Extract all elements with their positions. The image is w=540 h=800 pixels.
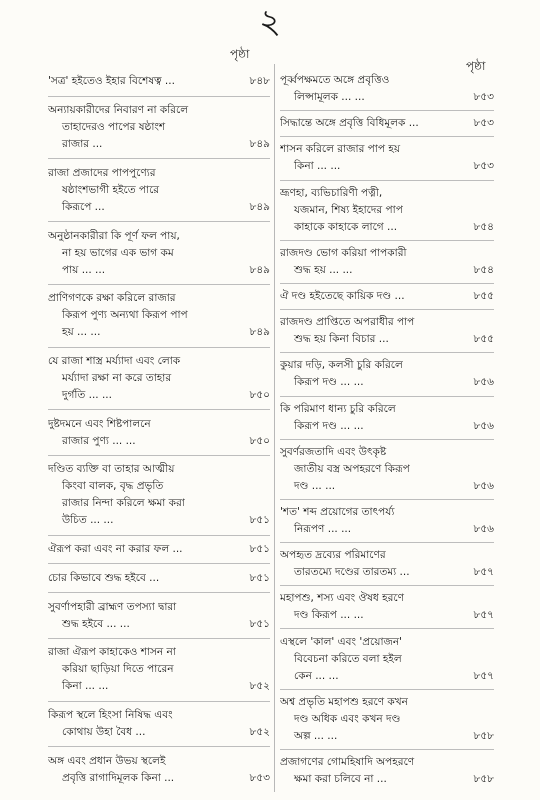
entry-text: নিরূপণ ... ... [294,522,352,535]
index-entry [280,111,494,137]
index-entry [280,397,494,440]
left-column-header: পৃষ্ঠা [230,47,250,61]
entry-text-line [48,512,270,529]
entry-text-line: 'শত' শব্দ প্রয়োগের তাৎপর্য্য [280,505,395,518]
entry-page-number: ৮৫২ [249,680,270,693]
entry-text-line: প্রজাগণের গোমহিষাদি অপহরণে [280,755,415,768]
entry-text-line: কিরূপ স্থলে হিংসা নিষিদ্ধ এবং [48,708,173,721]
entry-page-number: ৮৫১ [249,543,270,556]
entry-text-line [280,374,494,391]
entry-text-line [280,158,494,175]
entry-page-number: ৮৫২ [249,725,270,738]
entry-text: সিদ্ধান্তে অঙ্গে প্রবৃত্তি বিধিমূলক ... [280,117,419,130]
entry-text-line: বিবেচনা করিতে বলা হইল [294,652,402,665]
entry-page-number: ৮৫৬ [473,479,494,492]
entry-text-line: দুষ্টদমনে এবং শিষ্টপালনে [48,417,151,430]
entry-text-line: রাজদণ্ড প্রাপ্তিতে অপরাধীর পাপ [280,316,415,329]
entry-text: 'সত্র' হইতেও ইহার বিশেষত্ব ... [48,75,175,88]
index-entry [48,593,270,639]
entry-text: পায় ... ... [62,263,106,276]
entry-text: ঐরূপ করা এবং না করার ফল ... [48,543,183,556]
entry-page-number: ৮৫৬ [473,522,494,535]
entry-text-line [280,478,494,495]
entry-page-number: ৮৫৭ [473,566,494,579]
entry-text-line [48,678,270,695]
entry-page-number: ৮৫৪ [473,263,494,276]
entry-text: চোর কিভাবে শুদ্ধ হইবে ... [48,571,160,584]
entry-text: দুর্গতি ... ... [62,388,112,401]
entry-text: শুদ্ধ হয় ... ... [294,263,353,276]
entry-text-line: অঙ্গ এবং প্রধান উভয় স্থলেই [48,754,166,767]
entry-text-line: দণ্ড অধিক এবং কখন দণ্ড [294,712,401,725]
entry-text-line: ভ্রূণহা, ব্যভিচারিণী পত্নী, [280,186,383,199]
index-entry [48,702,270,748]
entry-text: উচিত ... ... [62,514,114,527]
entry-text-line [48,262,270,279]
right-column-header: পৃষ্ঠা [466,59,486,73]
index-entry [48,222,270,285]
entry-text-line [48,433,270,450]
index-entry [48,159,270,222]
entry-text-line: রাজা প্রজাদের পাপপুণ্যের [48,166,156,179]
entry-text: তারতম্যে দণ্ডের তারতম্য ... [294,566,410,579]
entry-page-number: ৮৫৬ [473,419,494,432]
entry-text-line [280,728,494,745]
entry-text-line: যে রাজা শাস্ত্র মর্য্যাদা এবং লোক [48,354,181,367]
entry-text-line: তাহাদেরও পাপের ষষ্ঠাংশ [62,121,166,134]
index-entry [280,353,494,396]
entry-text-line [280,288,494,305]
index-entry [280,181,494,241]
entry-text: কাহাকে কাহাকে লাগে ... [294,220,398,233]
entry-text-line [48,387,270,404]
entry-text: লিপ্সামূলক ... ... [294,91,365,104]
index-entry [280,690,494,750]
index-entry [280,310,494,353]
entry-text-line: এস্থলে 'কাল' এবং 'প্রয়োজন' [280,635,403,648]
index-entry [280,543,494,586]
index-entry [280,500,494,543]
entry-text-line [280,564,494,581]
entry-text-line [48,541,270,558]
entry-page-number: ৮৫৮ [473,772,494,785]
entry-text-line: কিংবা বালক, বৃদ্ধ প্রভৃতি [62,480,164,493]
entry-text-line [280,771,494,788]
index-entry [280,750,494,792]
entry-page-number: ৮৫৫ [473,333,494,346]
index-entry [48,456,270,536]
entry-text-line [280,668,494,685]
entry-text: কিরূপ দণ্ড ... ... [294,419,364,432]
index-entry [48,410,270,456]
index-entry [280,137,494,180]
entry-text-line: জাতীয় বস্ত্র অপহরণে কিরূপ [294,462,410,475]
entry-page-number: ৮৫৩ [473,160,494,173]
entry-text-line [280,115,494,132]
entry-page-number: ৮৫৩ [249,771,270,784]
entry-text-line: করিয়া ছাড়িয়া দিতে পারেন [62,663,174,676]
entry-text-line [280,521,494,538]
index-entry [280,68,494,111]
right-index-column [280,68,494,792]
entry-text-line: অন্যায়কারীদের নিবারণ না করিলে [48,104,189,117]
index-entry [280,284,494,310]
entry-page-number: ৮৪৯ [249,263,270,276]
index-entry [280,586,494,629]
entry-text-line: মহাপশু, শস্য এবং ঔষধ হরণে [280,592,404,605]
index-entry [48,564,270,593]
entry-text-line: অপহৃত দ্রব্যের পরিমাণের [280,549,386,562]
entry-text-line: অনুষ্ঠানকারীরা কি পূর্ণ ফল পায়, [48,229,180,242]
entry-text: প্রবৃত্তি রাগাদিমূলক কিনা ... [62,771,175,784]
entry-page-number: ৮৫১ [249,571,270,584]
index-entry [48,536,270,565]
entry-page-number: ৮৫১ [249,514,270,527]
index-entry [48,639,270,702]
entry-text-line [280,331,494,348]
entry-text-line [48,616,270,633]
entry-text: শুদ্ধ হইবে ... ... [62,617,130,630]
entry-text-line: না হয় ভাগের এক ভাগ কম [62,246,174,259]
entry-text: হয় ... ... [62,326,101,339]
index-entry [48,747,270,792]
index-entry [280,440,494,500]
index-entry [48,348,270,411]
entry-text-line: সুবর্ণরজতাদি এবং উৎকৃষ্ট [280,445,387,458]
entry-text: শুদ্ধ হয় কিনা বিচার ... [294,333,389,346]
entry-text-line: মর্য্যাদা রক্ষা না করে তাহার [62,371,172,384]
entry-text: কিরূপে ... [62,200,105,213]
entry-text: দণ্ড ... ... [294,479,336,492]
entry-text: অল্প ... ... [294,729,338,742]
entry-text-line: রাজা ঐরূপ কাহাকেও শাসন না [48,646,176,659]
entry-page-number: ৮৪৯ [249,326,270,339]
entry-page-number: ৮৫৭ [473,609,494,622]
entry-text: দণ্ড কিরূপ ... ... [294,609,364,622]
entry-text: কিনা ... ... [294,160,341,173]
entry-text-line: রাজার নিন্দা করিলে ক্ষমা করা [62,497,185,510]
entry-page-number: ৮৫০ [249,434,270,447]
entry-text: কিনা ... ... [62,680,109,693]
index-entry [48,68,270,97]
entry-text: কোথায় উহা বৈধ ... [62,725,146,738]
entry-page-number: ৮৪৮ [249,75,270,88]
index-entry [280,241,494,284]
column-divider [274,64,275,792]
entry-page-number: ৮৫৩ [473,117,494,130]
entry-text-line: কিরূপ পুণ্য অন্যথা কিরূপ পাপ [62,309,188,322]
entry-text-line [48,570,270,587]
page-number: ২ [258,2,282,42]
entry-text-line [280,418,494,435]
index-entry [280,629,494,689]
entry-text-line [48,136,270,153]
entry-text-line: ষষ্ঠাংশভাগী হইতে পারে [62,183,160,196]
entry-text-line: অশ্ব প্রভৃতি মহাপশু হরণে কখন [280,695,408,708]
entry-text-line: প্রাণিগণকে রক্ষা করিলে রাজার [48,292,176,305]
entry-text-line: পূর্ব্বপক্ষমতে অঙ্গে প্রবৃত্তিও [280,74,390,87]
entry-text-line [280,89,494,106]
entry-page-number: ৮৪৯ [249,200,270,213]
entry-text: রাজার পুণ্য ... ... [62,434,136,447]
entry-text-line [48,724,270,741]
entry-text: রাজার ... [62,138,103,151]
entry-text: ক্ষমা করা চলিবে না ... [294,772,387,785]
index-entry [48,285,270,348]
entry-text-line [48,73,270,90]
entry-text-line: যজমান, শিষ্য ইহাদের পাপ [294,203,403,216]
entry-text: কিরূপ দণ্ড ... ... [294,376,364,389]
entry-text-line: দণ্ডিত ব্যক্তি বা তাহার আত্মীয় [48,463,175,476]
entry-text-line [48,324,270,341]
entry-text-line: শাসন করিলে রাজার পাপ হয় [280,143,401,156]
entry-page-number: ৮৫৩ [473,91,494,104]
entry-text-line: কুয়ার দড়ি, কলসী চুরি করিলে [280,359,403,372]
entry-page-number: ৮৫১ [249,617,270,630]
entry-text: ঐ দণ্ড হইতেছে কায়িক দণ্ড ... [280,290,405,303]
entry-page-number: ৮৫৫ [473,290,494,303]
entry-text-line [280,607,494,624]
entry-text-line [48,199,270,216]
entry-page-number: ৮৫০ [249,388,270,401]
entry-text-line [280,262,494,279]
left-index-column [48,68,270,792]
entry-text-line [280,219,494,236]
entry-page-number: ৮৫৬ [473,376,494,389]
entry-page-number: ৮৫৪ [473,220,494,233]
entry-text: কেন ... ... [294,669,339,682]
entry-page-number: ৮৪৯ [249,138,270,151]
entry-page-number: ৮৫৭ [473,669,494,682]
entry-text-line [48,770,270,787]
entry-page-number: ৮৫৮ [473,729,494,742]
entry-text-line: রাজদণ্ড ভোগ করিয়া পাপকারী [280,246,407,259]
entry-text-line: কি পরিমাণ ধান্য চুরি করিলে [280,402,396,415]
index-entry [48,97,270,160]
entry-text-line: সুবর্ণাপহারী ব্রাহ্মণ তপস্যা দ্বারা [48,600,177,613]
